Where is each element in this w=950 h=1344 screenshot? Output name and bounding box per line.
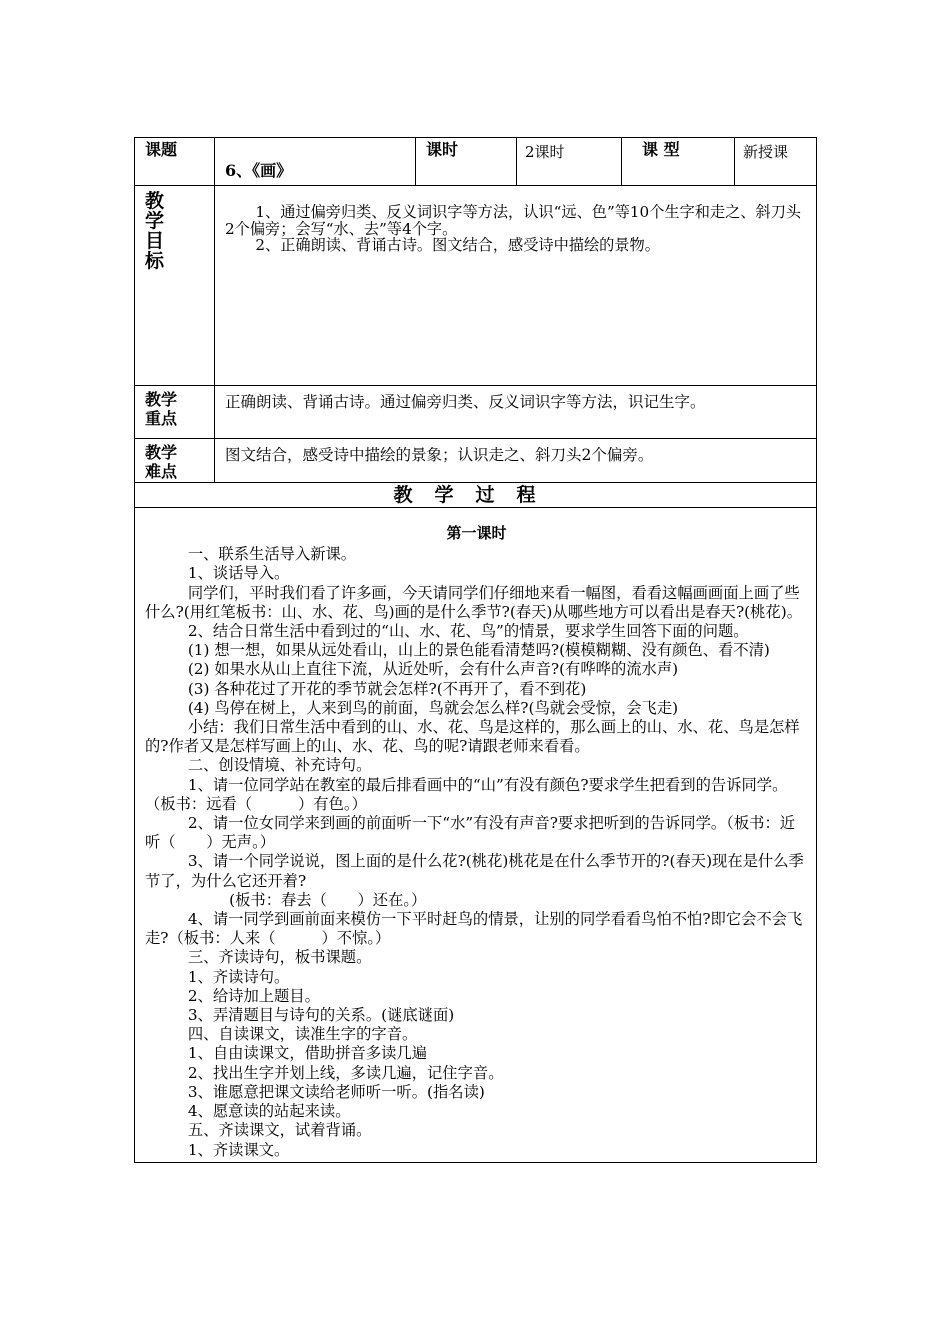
process-paragraph: 同学们，平时我们看了许多画，今天请同学们仔细地来看一幅图，看看这幅画画面上画了些什么?(用红笔板书：山、水、花、鸟)画的是什么季节?(春天)从哪些地方可以看出是春天?(桃花)。 xyxy=(145,583,802,621)
type-value: 新授课 xyxy=(743,143,789,161)
difficulties-row xyxy=(135,439,817,483)
topic-value: 6、《画》 xyxy=(225,161,293,180)
process-paragraph: 2、找出生字并划上线，多读几遍，记住字音。 xyxy=(187,1063,504,1082)
objectives-row xyxy=(135,186,817,386)
objective-2: 2、正确朗读、背诵古诗。图文结合，感受诗中描绘的景物。 xyxy=(255,236,660,254)
process-paragraph: (板书：春去（ ）还在。） xyxy=(229,890,427,909)
difficulties-text: 图文结合，感受诗中描绘的景象；认识走之、斜刀头2个偏旁。 xyxy=(225,446,654,464)
process-paragraph: 3、谁愿意把课文读给老师听一听。(指名读) xyxy=(187,1082,485,1101)
objectives-text xyxy=(215,186,816,254)
lesson-title: 第一课时 xyxy=(446,524,507,542)
process-paragraph: 1、自由读课文，借助拼音多读几遍 xyxy=(187,1044,428,1063)
process-content xyxy=(135,508,816,1162)
key-points-text: 正确朗读、背诵古诗。通过偏旁归类、反义词识字等方法，识记生字。 xyxy=(225,393,706,411)
objective-1: 1、通过偏旁归类、反义词识字等方法，认识“远、色”等10个生字和走之、斜刀头2个偏旁；会写“水、去”等4个字。 xyxy=(225,203,802,238)
process-paragraph: 2、结合日常生活中看到过的“山、水、花、鸟”的情景，要求学生回答下面的问题。 xyxy=(187,622,749,641)
process-paragraph: 2、给诗加上题目。 xyxy=(187,986,320,1005)
hours-value: 2课时 xyxy=(525,143,565,161)
process-paragraph: 一、联系生活导入新课。 xyxy=(187,545,357,564)
hours-label: 课时 xyxy=(426,140,459,159)
topic-label: 课题 xyxy=(145,140,178,159)
process-paragraph: 三、齐读诗句，板书课题。 xyxy=(187,948,372,967)
key-points-row xyxy=(135,386,817,439)
difficulties-label: 教学 难点 xyxy=(145,443,178,481)
process-heading: 教学过程 xyxy=(393,484,558,506)
header-row xyxy=(135,138,817,186)
process-paragraph: 小结：我们日常生活中看到的山、水、花、鸟是这样的，那么画上的山、水、花、鸟是怎样的?作者又是怎样写画上的山、水、花、鸟的呢?请跟老师来看看。 xyxy=(145,718,800,756)
key-points-label: 教学 重点 xyxy=(145,390,178,428)
process-paragraph: 3、弄清题目与诗句的关系。(谜底谜面) xyxy=(187,1006,455,1025)
process-paragraph: 2、请一位女同学来到画的前面听一下“水”有没有声音?要求把听到的告诉同学。（板书：近听（ ）无声。） xyxy=(145,814,796,852)
process-paragraph: 3、请一个同学说说，图上面的是什么花?(桃花)桃花是在什么季节开的?(春天)现在是什么季节了，为什么它还开着? xyxy=(145,852,804,890)
process-paragraph: 五、齐读课文，试着背诵。 xyxy=(187,1121,372,1140)
process-paragraph: 四、自读课文，读准生字的字音。 xyxy=(187,1025,418,1044)
lesson-plan-table xyxy=(134,137,817,1163)
process-content-row xyxy=(135,508,817,1163)
process-paragraph: 4、愿意读的站起来读。 xyxy=(187,1102,351,1121)
process-paragraph: (4) 鸟停在树上，人来到鸟的前面，鸟就会怎么样?(鸟就会受惊，会飞走) xyxy=(187,698,679,717)
process-paragraph: 1、齐读诗句。 xyxy=(187,967,290,986)
process-paragraph: 1、齐读课文。 xyxy=(187,1140,290,1159)
process-paragraph: 4、请一同学到画前面来模仿一下平时赶鸟的情景，让别的同学看看鸟怕不怕?即它会不会飞走?（板书：人来（ ）不惊。） xyxy=(145,910,803,948)
process-paragraph: (2) 如果水从山上直往下流，从近处听，会有什么声音?(有哗哗的流水声) xyxy=(187,660,679,679)
process-paragraph: (3) 各种花过了开花的季节就会怎样?(不再开了，看不到花) xyxy=(187,679,587,698)
process-paragraph: (1) 想一想，如果从远处看山，山上的景色能看清楚吗?(模模糊糊、没有颜色、看不清) xyxy=(187,641,770,660)
process-paragraph: 1、谈话导入。 xyxy=(187,564,290,583)
process-paragraph: 二、创设情境、补充诗句。 xyxy=(187,756,372,775)
process-heading-row xyxy=(135,483,817,508)
process-paragraph: 1、请一位同学站在教室的最后排看画中的“山”有没有颜色?要求学生把看到的告诉同学。（板书：远看（ ）有色。） xyxy=(145,775,788,813)
objectives-label: 教 学 目 标 xyxy=(145,190,165,272)
type-label: 课 型 xyxy=(642,140,680,159)
